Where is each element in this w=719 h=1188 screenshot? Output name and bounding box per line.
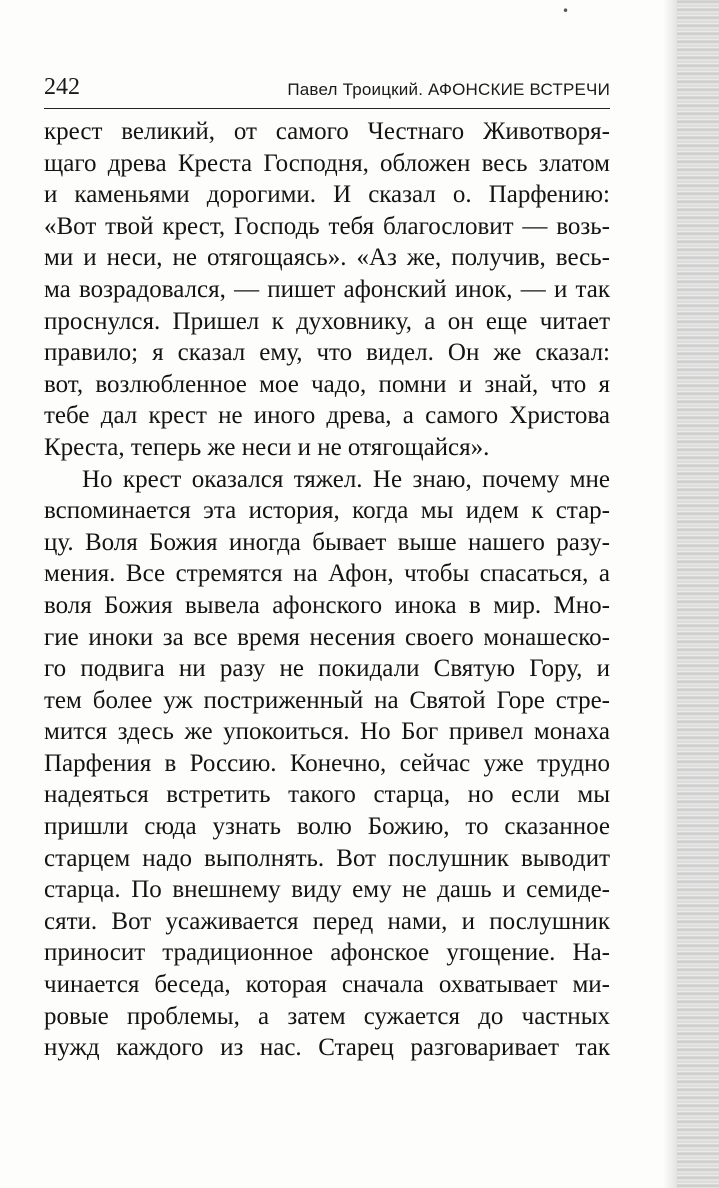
page-number: 242 [44, 74, 80, 100]
text-line: надеяться встретить такого старца, но если мы [44, 781, 610, 809]
running-head: Павел Троицкий. АФОНСКИЕ ВСТРЕЧИ [287, 80, 610, 99]
text-line: го подвига ни разу не покидали Святую Гору, и [44, 655, 610, 683]
text-line: тем более уж постриженный на Святой Горе стре- [44, 686, 610, 714]
text-line: «Вот твой крест, Господь тебя благословит — возь- [44, 212, 610, 240]
text-line: пришли сюда узнать волю Божию, то сказанное [44, 813, 610, 841]
text-line: вот, возлюбленное мое чадо, помни и знай, что я [44, 370, 610, 398]
page-gutter-shadow [663, 0, 677, 1188]
page-header [44, 72, 610, 109]
body-text [44, 116, 610, 1064]
text-line: Парфения в Россию. Конечно, сейчас уже трудно [44, 749, 610, 777]
text-line: старца. По внешнему виду ему не дашь и семиде- [44, 876, 610, 904]
text-line: цу. Воля Божия иногда бывает выше нашего разу- [44, 528, 610, 556]
text-line: приносит традиционное афонское угощение. На- [44, 939, 610, 967]
text-line: тебе дал крест не иного древа, а самого Христова [44, 402, 610, 430]
text-line: чинается беседа, которая сначала охватывает ми- [44, 971, 610, 999]
text-line: ми и неси, не отягощаясь». «Аз же, получив, весь- [44, 244, 610, 272]
text-line: вспоминается эта история, когда мы идем к стар- [44, 497, 610, 525]
text-line: ма возрадовался, — пишет афонский инок, — и так [44, 275, 610, 303]
text-line: проснулся. Пришел к духовнику, а он еще читает [44, 307, 610, 335]
text-line: и каменьями дорогими. И сказал о. Парфению: [44, 181, 610, 209]
text-line: щаго древа Креста Господня, обложен весь златом [44, 149, 610, 177]
text-line: крест великий, от самого Честнаго Животворя- [44, 118, 610, 145]
text-line: старцем надо выполнять. Вот послушник выводит [44, 844, 610, 872]
text-line: Креста, теперь же неси и не отягощайся». [44, 433, 490, 461]
text-line: сяти. Вот усаживается перед нами, и послушник [44, 907, 610, 935]
text-line: мения. Все стремятся на Афон, чтобы спасаться, а [44, 560, 610, 588]
text-line: воля Божия вывела афонского инока в мир. Мно- [44, 591, 610, 619]
text-line: правило; я сказал ему, что видел. Он же сказал: [44, 339, 610, 367]
text-line: мится здесь же упокоиться. Но Бог привел монаха [44, 718, 610, 746]
scan-speck: • [562, 4, 570, 18]
text-line: ровые проблемы, а затем сужается до частных [44, 1002, 610, 1030]
text-line: гие иноки за все время несения своего монашеско- [44, 623, 610, 651]
paragraph-first-line: Но крест оказался тяжел. Не знаю, почему мне [82, 465, 610, 493]
scanned-page-edge [677, 0, 719, 1188]
text-line: нужд каждого из нас. Старец разговаривает так [44, 1034, 610, 1062]
